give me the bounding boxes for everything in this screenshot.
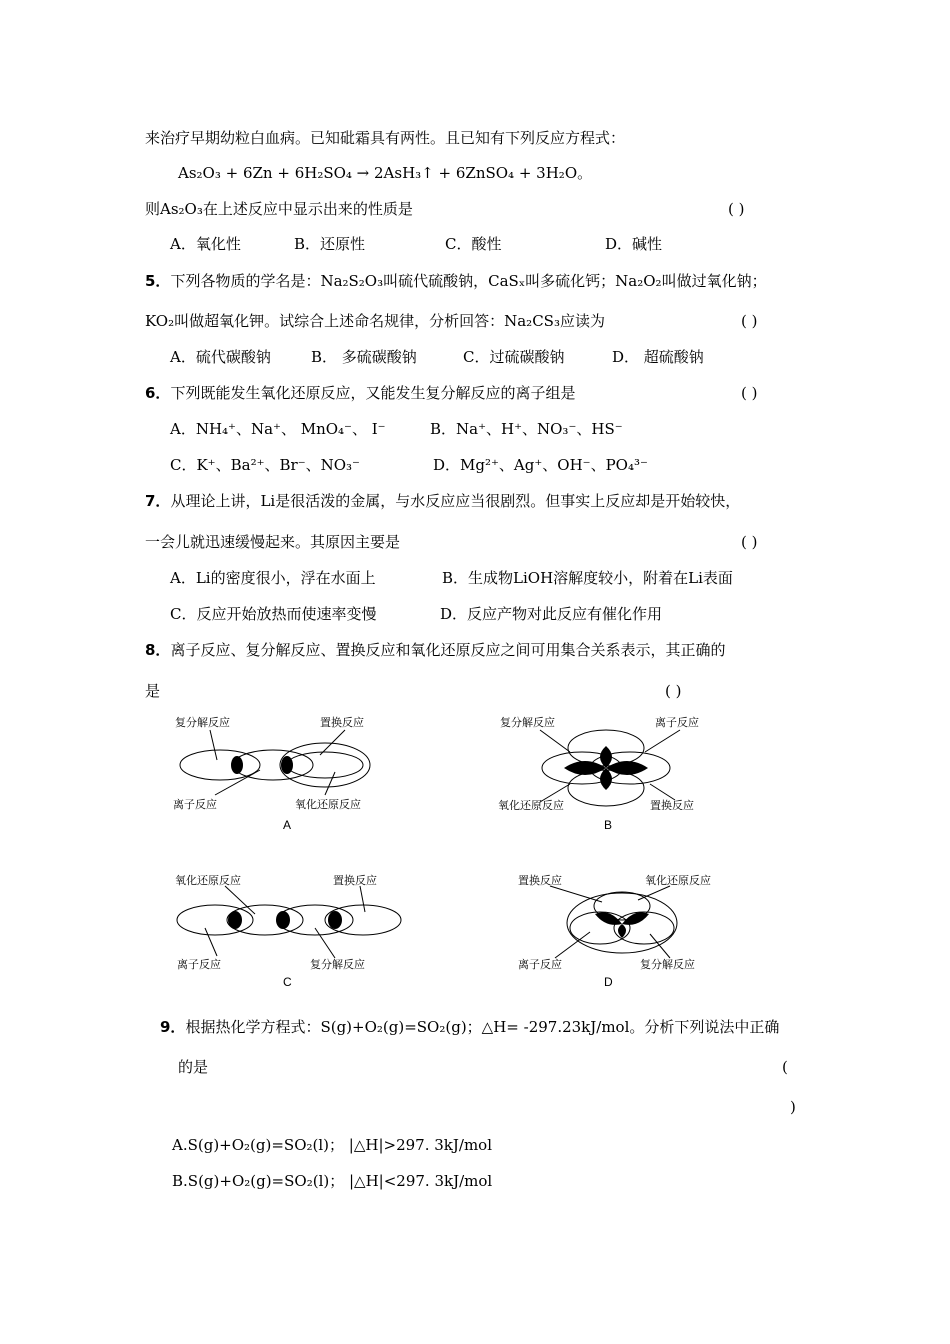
- diagram-label: 复分解反应: [175, 716, 230, 729]
- question-text: 下列既能发生氧化还原反应，又能发生复分解反应的离子组是: [170, 384, 576, 402]
- option-a: A．Li的密度很小，浮在水面上: [170, 569, 376, 587]
- option-c: C．K⁺、Ba²⁺、Br⁻、NO₃⁻: [170, 456, 360, 474]
- option-a: A．NH₄⁺、Na⁺、 MnO₄⁻、 I⁻: [170, 420, 386, 438]
- answer-paren-open: (: [782, 1058, 788, 1076]
- option-b: B．还原性: [294, 235, 366, 253]
- option-d: D． 超硫酸钠: [612, 348, 704, 366]
- diagram-label: 复分解反应: [640, 958, 695, 971]
- diagram-label: 离子反应: [177, 958, 221, 971]
- question-5: [145, 271, 767, 291]
- diagram-label: 氧化还原反应: [498, 799, 564, 810]
- answer-paren-close: ): [790, 1098, 796, 1116]
- option-b: B．生成物LiOH溶解度较小，附着在Li表面: [442, 569, 733, 587]
- diagram-label: 离子反应: [173, 798, 217, 810]
- question-number: 8．: [145, 641, 171, 659]
- diagram-caption: D: [604, 975, 613, 989]
- question-text: 是: [145, 682, 161, 700]
- diagram-label: 氧化还原反应: [295, 798, 361, 810]
- answer-paren: ( ): [741, 384, 758, 402]
- option-a: A.S(g)+O₂(g)=SO₂(l)； |△H|>297. 3kJ/mol: [172, 1136, 493, 1154]
- question-text: 下列各物质的学名是：Na₂S₂O₃叫硫代硫酸钠，CaSₓ叫多硫化钙；Na₂O₂叫做过氧化钠；: [170, 272, 767, 290]
- question-text: 一会儿就迅速缓慢起来。其原因主要是: [145, 533, 401, 551]
- question-number: 6．: [145, 384, 171, 402]
- option-b: B.S(g)+O₂(g)=SO₂(l)； |△H|<297. 3kJ/mol: [172, 1172, 493, 1190]
- option-b: B．Na⁺、H⁺、NO₃⁻、HS⁻: [430, 420, 623, 438]
- question-text: 离子反应、复分解反应、置换反应和氧化还原反应之间可用集合关系表示，其正确的: [170, 641, 726, 659]
- question-7: [145, 491, 740, 511]
- question-number: 7．: [145, 492, 171, 510]
- answer-paren: ( ): [741, 533, 758, 551]
- option-d: D．碱性: [605, 235, 663, 253]
- diagram-label: 离子反应: [518, 958, 562, 971]
- question-8: [145, 640, 725, 660]
- answer-paren: ( ): [741, 312, 758, 330]
- diagram-d: [490, 868, 730, 973]
- diagram-c: [165, 868, 405, 973]
- option-a: A．氧化性: [170, 235, 241, 253]
- diagram-label: 复分解反应: [500, 716, 555, 729]
- diagram-label: 置换反应: [518, 874, 562, 887]
- diagram-caption: B: [604, 818, 613, 832]
- diagram-label: 离子反应: [655, 716, 699, 729]
- answer-paren: ( ): [728, 200, 745, 218]
- question-number: 5．: [145, 272, 171, 290]
- option-c: C．反应开始放热而使速率变慢: [170, 605, 377, 623]
- question-text: 从理论上讲，Li是很活泼的金属，与水反应应当很剧烈。但事实上反应却是开始较快，: [170, 492, 741, 510]
- option-c: C．酸性: [445, 235, 502, 253]
- diagram-caption: C: [283, 975, 292, 989]
- answer-paren: ( ): [665, 682, 682, 700]
- option-a: A．硫代碳酸钠: [170, 348, 271, 366]
- diagram-b: [490, 710, 720, 810]
- diagram-a: [165, 710, 395, 810]
- question-text: 根据热化学方程式：S(g)+O₂(g)=SO₂(g)；△H= -297.23kJ/mol。分析下列说法中正确: [185, 1018, 780, 1036]
- diagram-label: 氧化还原反应: [645, 874, 711, 887]
- diagram-label: 置换反应: [320, 716, 364, 729]
- question-text: 则As₂O₃在上述反应中显示出来的性质是: [145, 200, 413, 218]
- diagram-label: 复分解反应: [310, 958, 365, 971]
- question-text: KO₂叫做超氧化钾。试综合上述命名规律，分析回答：Na₂CS₃应读为: [145, 312, 605, 330]
- intro-line: 来治疗早期幼粒白血病。已知砒霜具有两性。且已知有下列反应方程式：: [145, 129, 626, 147]
- option-c: C．过硫碳酸钠: [463, 348, 565, 366]
- diagram-label: 氧化还原反应: [175, 874, 241, 887]
- option-d: D．Mg²⁺、Ag⁺、OH⁻、PO₄³⁻: [433, 456, 648, 474]
- diagram-caption: A: [283, 818, 292, 832]
- diagram-label: 置换反应: [333, 874, 377, 887]
- question-text: 的是: [178, 1058, 209, 1076]
- reaction-equation: As₂O₃ + 6Zn + 6H₂SO₄ → 2AsH₃↑ + 6ZnSO₄ + 3H₂O。: [178, 164, 593, 182]
- question-6: [145, 383, 575, 403]
- option-b: B． 多硫碳酸钠: [311, 348, 417, 366]
- question-number: 9．: [160, 1018, 186, 1036]
- diagram-label: 置换反应: [650, 799, 694, 810]
- option-d: D．反应产物对此反应有催化作用: [440, 605, 663, 623]
- question-9: [160, 1017, 779, 1037]
